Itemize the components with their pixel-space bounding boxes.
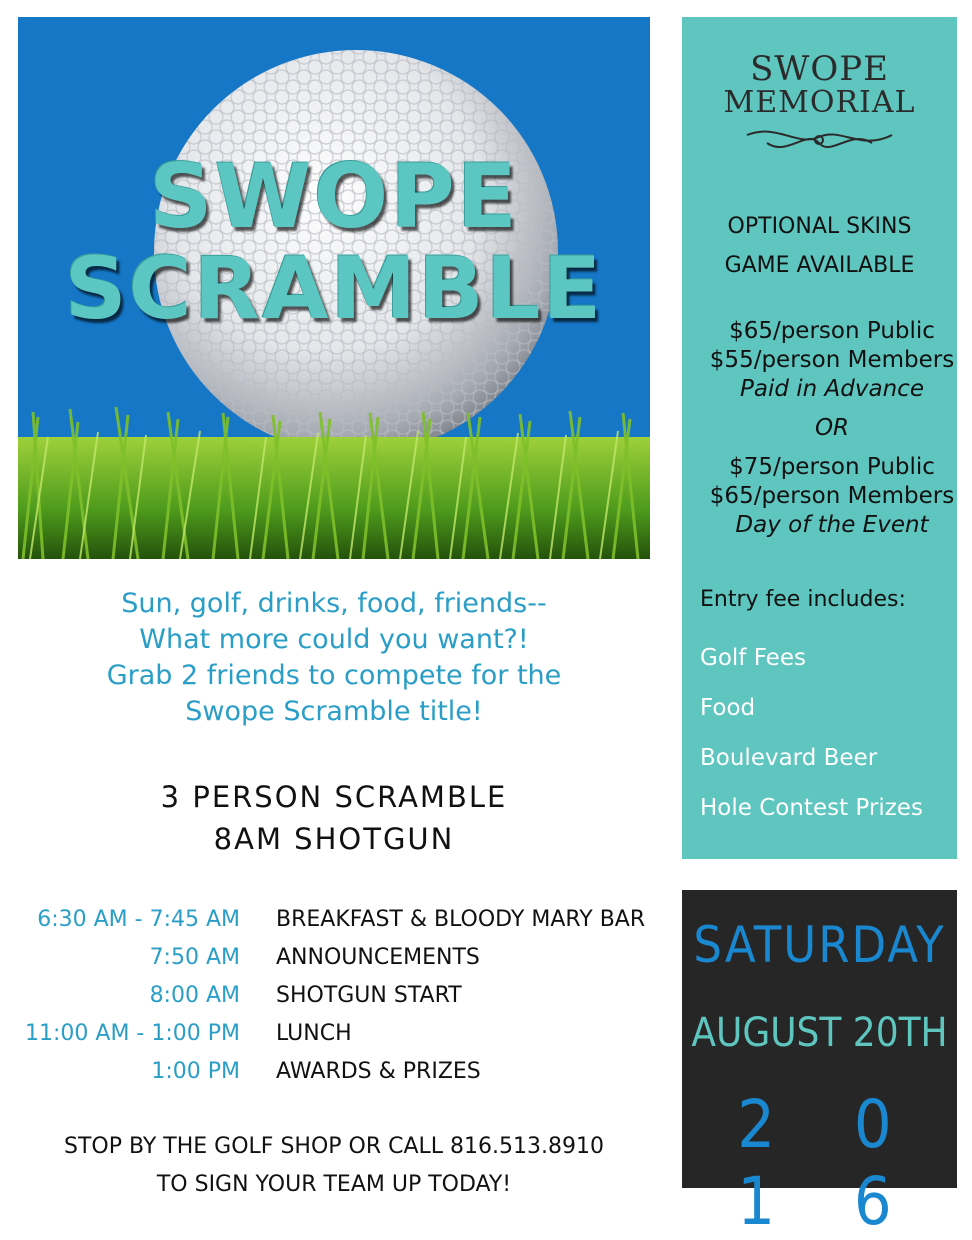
entry-heading: Entry fee includes: [700,587,906,612]
format-line: 8AM SHOTGUN [213,822,455,856]
schedule-event: LUNCH [276,1020,352,1046]
event-format [18,776,650,860]
event-year: 2 0 1 6 [737,1086,922,1240]
hero-title-line-1: SWOPE [149,145,519,248]
event-date-box [682,890,957,1240]
entry-item: Boulevard Beer [700,745,878,771]
price-advance-members: $55/person Members [709,347,955,373]
schedule-row [18,900,650,938]
schedule-time: 7:50 AM [149,944,240,970]
logo-line-1: SWOPE [750,49,889,89]
schedule-event: BREAKFAST & BLOODY MARY BAR [276,906,646,932]
skins-line: OPTIONAL SKINS [727,214,912,239]
skins-line: GAME AVAILABLE [724,253,915,278]
logo-flourish-icon [737,121,902,161]
price-day-public: $75/person Public [729,454,935,480]
hero-title-line-2: SCRAMBLE [64,239,604,339]
schedule-time: 8:00 AM [149,982,240,1008]
price-day-note: Day of the Event [735,512,929,538]
call-to-action [18,1128,650,1204]
schedule-event: AWARDS & PRIZES [276,1058,481,1084]
logo-line-2: MEMORIAL [723,85,916,120]
tagline [18,586,650,730]
skins-game-note [682,207,957,285]
price-day-members: $65/person Members [709,483,955,509]
schedule-row [18,976,650,1014]
schedule-row [18,1014,650,1052]
schedule-event: SHOTGUN START [276,982,462,1008]
event-month-day: AUGUST 20TH [691,1010,948,1056]
schedule-event: ANNOUNCEMENTS [276,944,480,970]
format-line: 3 PERSON SCRAMBLE [160,780,508,814]
tagline-line: Sun, golf, drinks, food, friends-- [121,588,547,619]
entry-item: Food [700,695,756,721]
schedule-row [18,938,650,976]
entry-item: Hole Contest Prizes [700,795,923,821]
price-or: OR [814,415,850,441]
tagline-line: Grab 2 friends to compete for the [106,660,562,691]
schedule-time: 1:00 PM [151,1058,240,1084]
schedule-time: 11:00 AM - 1:00 PM [25,1020,240,1046]
schedule [18,900,650,1090]
schedule-row [18,1052,650,1090]
hero-banner [18,17,650,559]
price-advance-public: $65/person Public [729,318,935,344]
pricing [682,317,972,540]
cta-line: STOP BY THE GOLF SHOP OR CALL 816.513.8910 [64,1134,604,1159]
entry-includes-list [700,645,923,845]
entry-item: Golf Fees [700,645,806,671]
cta-line: TO SIGN YOUR TEAM UP TODAY! [156,1172,512,1197]
event-day: SATURDAY [693,916,946,974]
tagline-line: What more could you want?! [139,624,529,655]
tagline-line: Swope Scramble title! [185,696,483,727]
schedule-time: 6:30 AM - 7:45 AM [37,906,240,932]
info-sidebar [682,17,957,859]
price-advance-note: Paid in Advance [740,376,924,402]
